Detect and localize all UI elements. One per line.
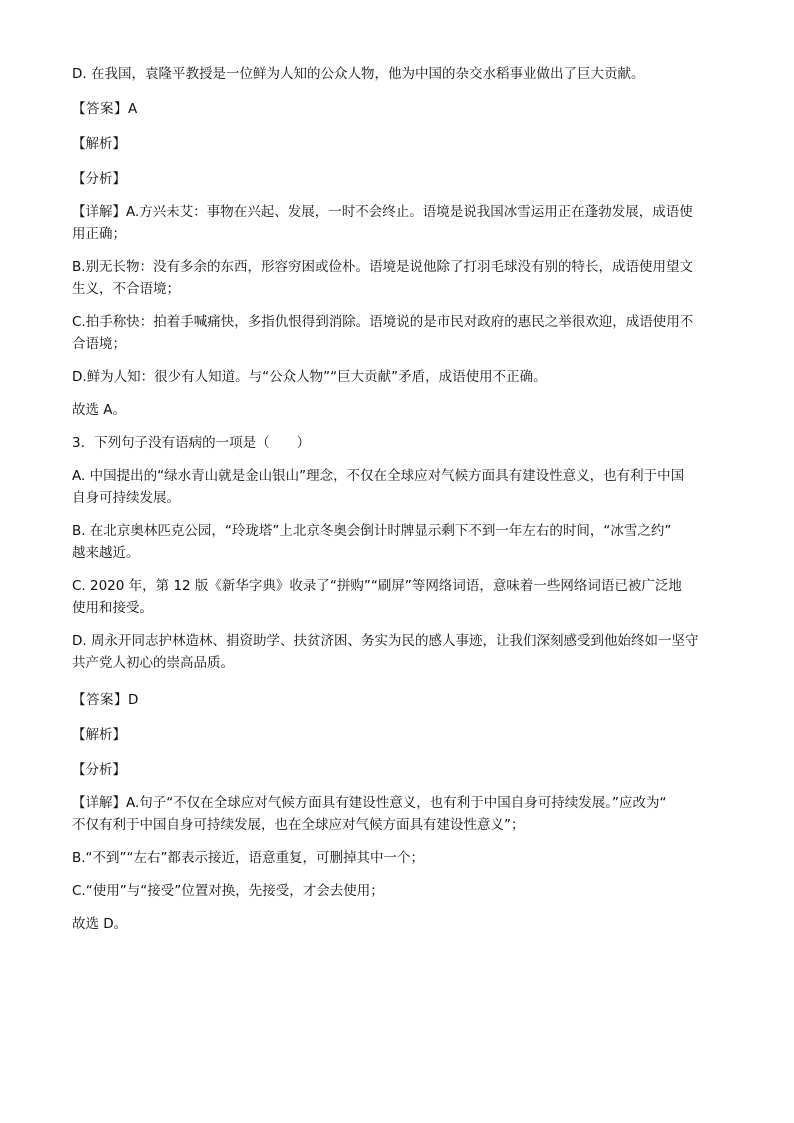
q3-option-a-cont: 自身可持续发展。: [72, 490, 180, 506]
q3-option-d: D. 周永开同志护林造林、捐资助学、扶贫济困、务实为民的感人事迹，让我们深刻感受到他始终如一坚守: [72, 633, 699, 649]
q2-detail-line: 用正确；: [72, 226, 126, 242]
q2-detail-line: 生义，不合语境；: [72, 281, 180, 297]
q2-detail-line: 合语境；: [72, 336, 126, 352]
q3-option-b: B. 在北京奥林匹克公园，“玲珑塔”上北京冬奥会倒计时牌显示剩下不到一年左右的时间，“冰雪之约”: [72, 523, 672, 539]
q2-detail-line: 【详解】A.方兴未艾：事物在兴起、发展，一时不会终止。语境是说我国冰雪运用正在蓬勃发展，成语使: [72, 204, 693, 220]
q2-jiexi-label: 【解析】: [72, 136, 126, 152]
q2-fenxi-label: 【分析】: [72, 171, 126, 187]
q3-option-c-cont: 使用和接受。: [72, 600, 153, 616]
q3-jiexi-label: 【解析】: [72, 727, 126, 743]
q3-option-a: A. 中国提出的“绿水青山就是金山银山”理念，不仅在全球应对气候方面具有建设性意义，也有利于中国: [72, 468, 685, 484]
q2-detail-line: C.拍手称快：拍着手喊痛快，多指仇恨得到消除。语境说的是市民对政府的惠民之举很欢迎，成语使用不: [72, 314, 694, 330]
q3-detail-line: 【详解】A.句子“不仅在全球应对气候方面具有建设性意义，也有利于中国自身可持续发展。”应改为“: [72, 795, 667, 811]
q2-detail-line: B.别无长物：没有多余的东西，形容穷困或俭朴。语境是说他除了打羽毛球没有别的特长，成语使用望文: [72, 259, 694, 275]
q3-stem: 3．下列句子没有语病的一项是（ ）: [72, 435, 311, 451]
answer-label: 【答案】: [72, 101, 128, 117]
q3-fenxi-label: 【分析】: [72, 762, 126, 778]
q3-option-c: C. 2020 年，第 12 版《新华字典》收录了“拼购”“刷屏”等网络词语，意味着一些网络词语已被广泛地: [72, 578, 682, 594]
q3-option-b-cont: 越来越近。: [72, 545, 140, 561]
q3-detail-line: B.“不到”“左右”都表示接近，语意重复，可删掉其中一个；: [72, 850, 425, 866]
q2-conclusion: 故选 A。: [72, 402, 127, 418]
q3-answer: [72, 689, 724, 711]
q3-conclusion: 故选 D。: [72, 916, 128, 932]
q3-detail-line: 不仅有利于中国自身可持续发展，也在全球应对气候方面具有建设性意义”；: [72, 817, 525, 833]
q2-option-d: D. 在我国，袁隆平教授是一位鲜为人知的公众人物，他为中国的杂交水稻事业做出了巨大贡献。: [72, 66, 645, 82]
answer-value: A: [128, 101, 138, 117]
answer-value: D: [128, 692, 139, 708]
answer-label: 【答案】: [72, 692, 128, 708]
q3-detail-line: C.“使用”与“接受”位置对换，先接受，才会去使用；: [72, 883, 384, 899]
q3-option-d-cont: 共产党人初心的崇高品质。: [72, 655, 234, 671]
q2-answer: [72, 98, 724, 120]
q2-detail-line: D.鲜为人知：很少有人知道。与“公众人物”“巨大贡献”矛盾，成语使用不正确。: [72, 369, 547, 385]
